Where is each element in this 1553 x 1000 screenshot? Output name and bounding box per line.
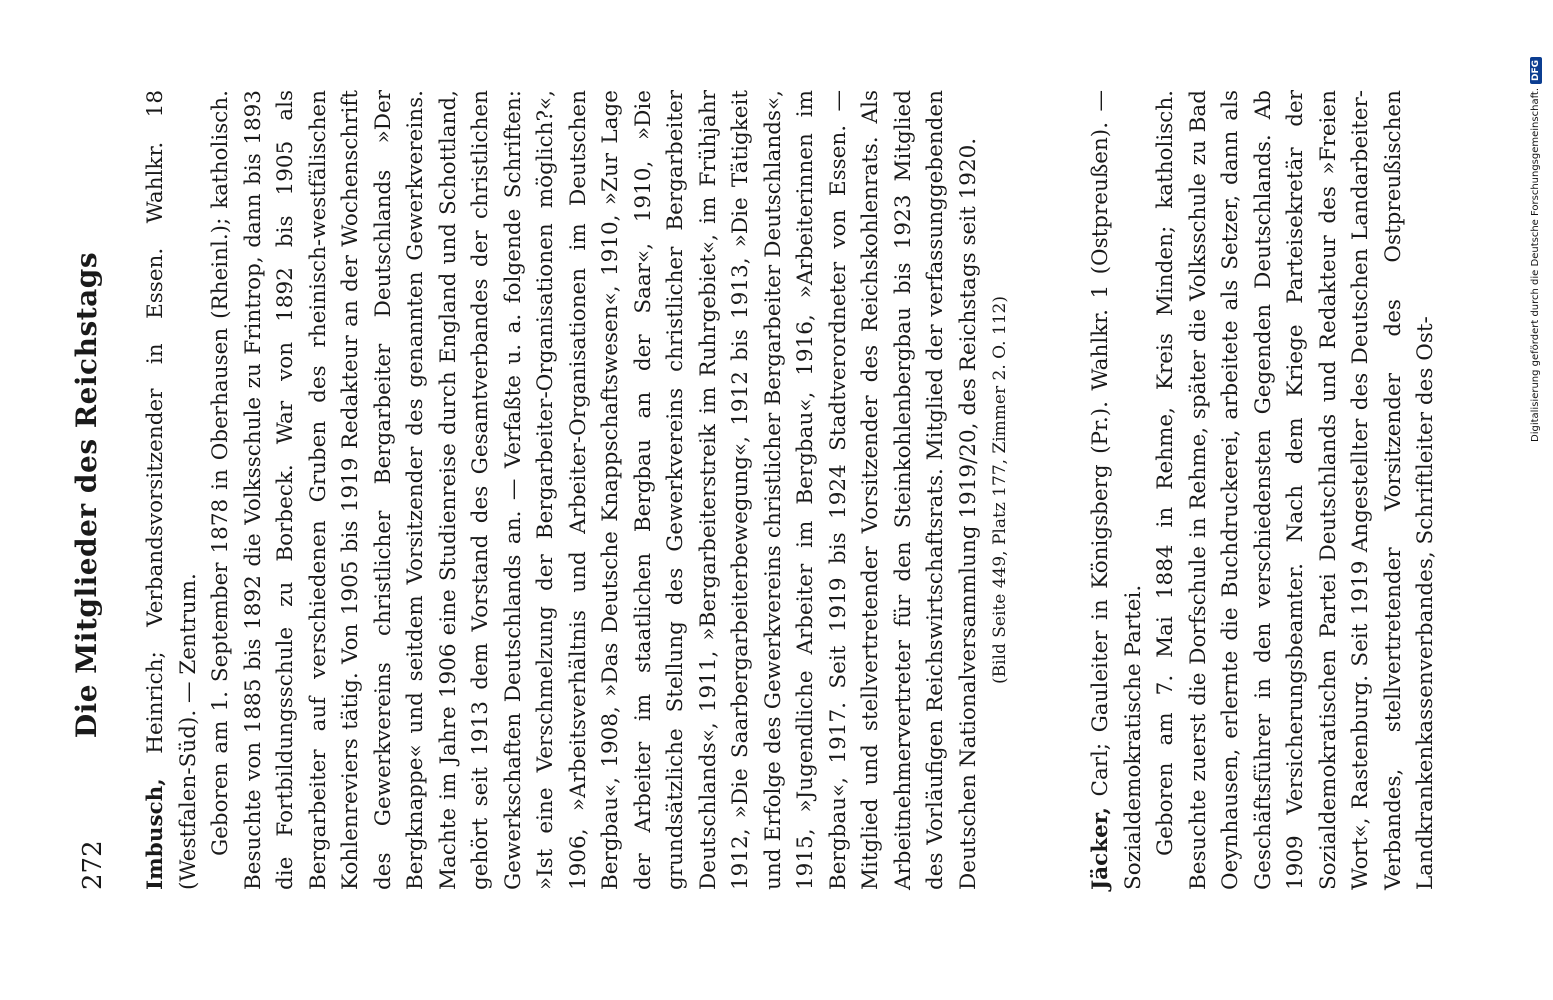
page-number: 272: [78, 840, 108, 890]
funding-notice-text: Digitalisierung gefördert durch die Deutsche Forschungsgemeinschaft.: [1530, 87, 1541, 442]
dfg-logo-icon: DFG: [1530, 57, 1542, 84]
entry-heading-rest: Heinrich; Verbandsvorsitzender in Essen. Wahlkr. 18 (Westfalen-Süd). — Zentrum.: [143, 90, 201, 890]
running-title: Die Mitglieder des Reichstags: [70, 251, 103, 739]
entry-name: Imbusch,: [143, 778, 168, 890]
entry-imbusch: [140, 90, 1013, 890]
entry-body: Geboren am 1. September 1878 in Oberhausen (Rheinl.); katholisch. Besuchte von 1885 bis 1892 die Volksschule zu Frintrop, dann bis 1893 die Fortbildungsschule zu Borbeck. War von 1892 bis 1905 als Bergarbeiter auf verschiedenen Gruben des rheinisch-westfälischen Kohlenreviers tätig. Von 1905 bis 1919 Redakteur an der Wochenschrift des Gewerkvereins christlicher Bergarbeiter Deutschlands »Der Bergknappe« und seitdem Vorsitzender des genannten Gewerkvereins. Machte im Jahre 1906 eine Studienreise durch England und Schottland, gehört seit 1913 dem Vorstand des Gesamtverbandes der christlichen Gewerkschaften Deutschlands an. — Verfaßte u. a. folgende Schriften: »Ist eine Verschmelzung der Bergarbeiter-Organisationen möglich?«, 1906, »Arbeitsverhältnis und Arbeiter-Organisationen im Deutschen Bergbau«, 1908, »Das Deutsche Knappschaftswesen«, 1910, »Zur Lage der Arbeiter im staatlichen Bergbau an der Saar«, 1910, »Die grundsätzliche Stellung des Gewerkvereins christlicher Bergarbeiter Deutschlands«, 1911, »Bergarbeiterstreik im Ruhrgebiet«, im Frühjahr 1912, »Die Saarbergarbeiterbewegung«, 1912 bis 1913, »Die Tätigkeit und Erfolge des Gewerkvereins christlicher Bergarbeiter Deutschlands«, 1915, »Jugendliche Arbeiter im Bergbau«, 1916, »Arbeiterinnen im Bergbau«, 1917. Seit 1919 bis 1924 Stadtverordneter von Essen. — Mitglied und stellvertretender Vorsitzender des Reichskohlenrats. Als Arbeitnehmervertreter für den Steinkohlenbergbau bis 1923 Mitglied des Vorläufigen Reichswirtschaftsrats. Mitglied der verfassunggebenden Deutschen Nationalversammlung 1919/20, des Reichstags seit 1920.: [208, 90, 981, 890]
page-header: [70, 100, 110, 890]
entry-jaecker: [1085, 90, 1443, 890]
entry-name: Jäcker,: [1088, 806, 1113, 890]
entry-heading: [1085, 90, 1150, 890]
entry-heading: [140, 90, 205, 890]
entry-body: Geboren am 7. Mai 1884 in Rehme, Kreis Minden; katholisch. Besuchte zuerst die Dorfschule in Rehme, später die Volksschule zu Bad Oeynhausen, erlernte die Buchdruckerei, arbeitete als Setzer, dann als Geschäftsführer in den verschiedensten Gegenden Deutschlands. Ab 1909 Versicherungsbeamter. Nach dem Kriege Parteisekretär der Sozialdemokratischen Partei Deutschlands und Redakteur des »Freien Wort«, Rastenburg. Seit 1919 Angestellter des Deutschen Landarbeiter-Verbandes, stellvertretender Vorsitzender des Ostpreußischen Landkrankenkassenverbandes, Schriftleiter des Ost-: [1153, 90, 1438, 890]
photo-reference: (Bild Seite 449, Platz 177, Zimmer 2. O. 112): [990, 296, 1010, 684]
funding-notice: [1518, 0, 1553, 1000]
entry-heading-rest: Carl; Gauleiter in Königsberg (Pr.). Wahlkr. 1 (Ostpreußen). — Sozialdemokratische Partei.: [1088, 90, 1146, 890]
